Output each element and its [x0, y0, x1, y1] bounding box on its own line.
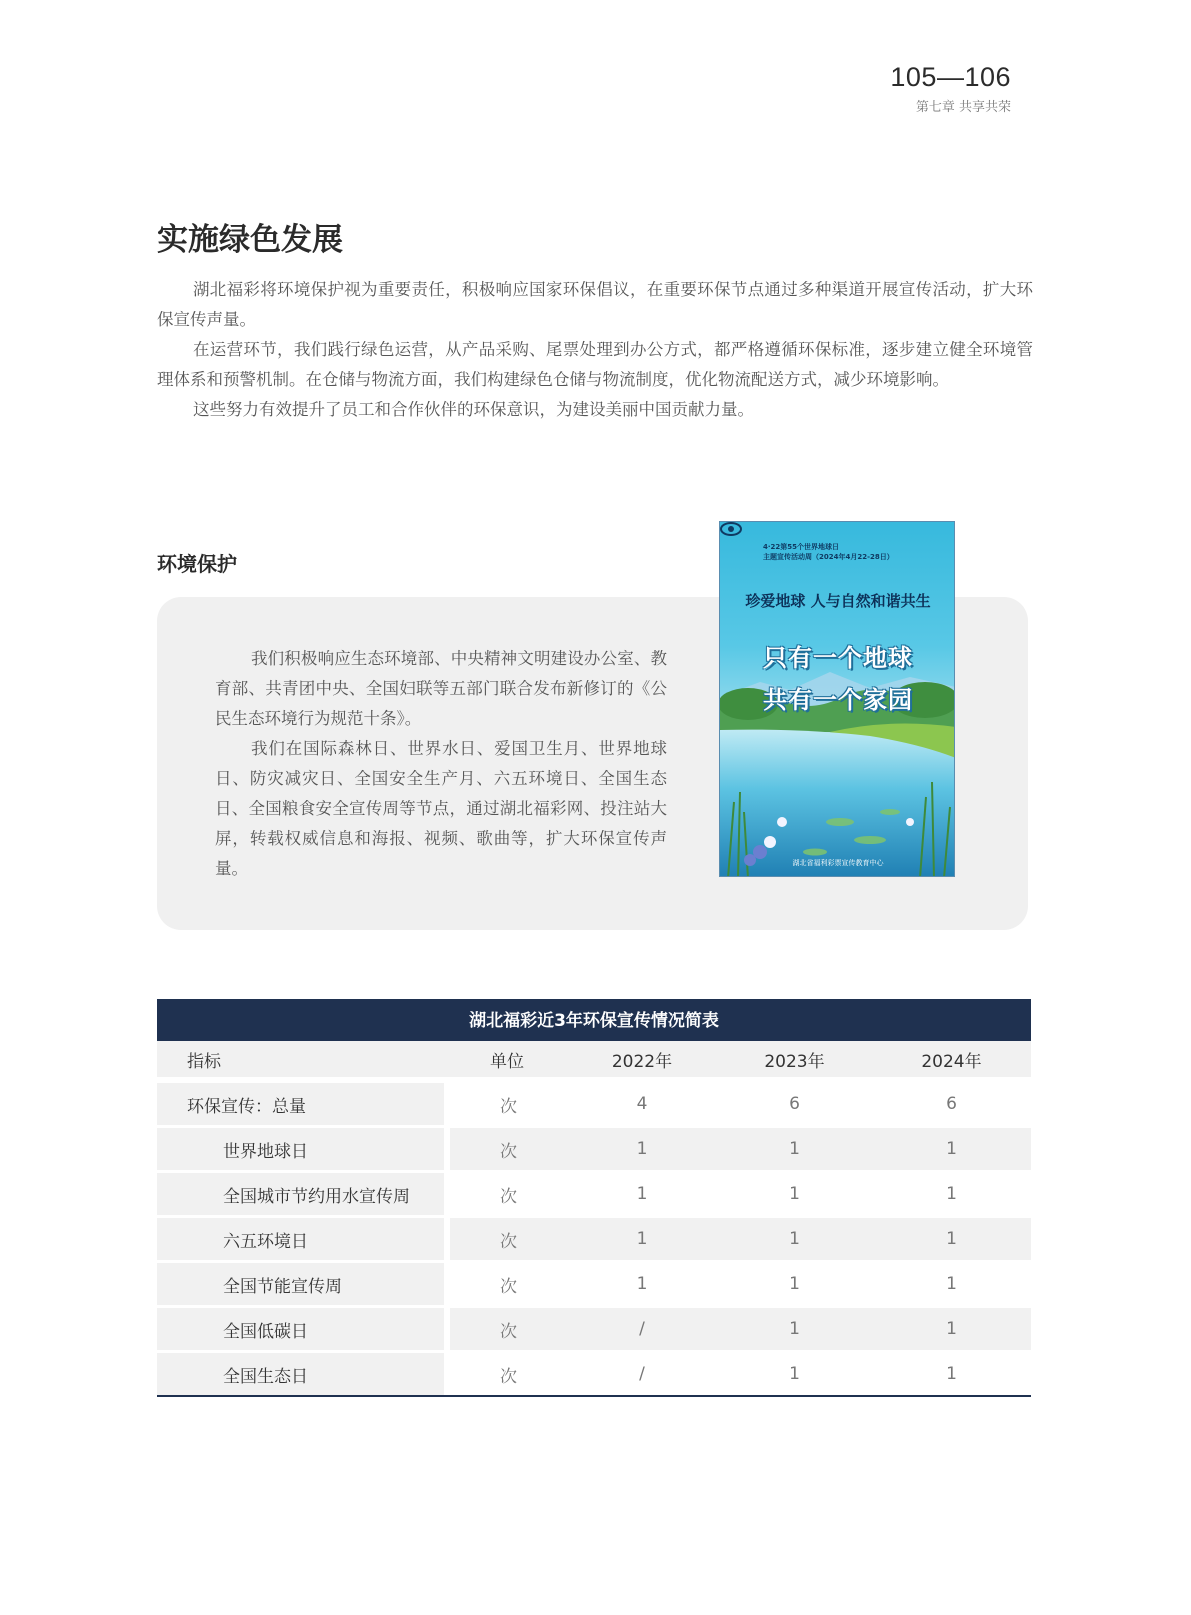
poster-headline-2: 共有一个家园 [763, 686, 913, 714]
subsection-title: 环境保护 [157, 552, 237, 576]
table-row [157, 1217, 1031, 1262]
cell-2022: / [567, 1352, 717, 1396]
cell-2023: 1 [717, 1262, 872, 1307]
table-row [157, 1262, 1031, 1307]
row-label: 世界地球日 [157, 1127, 447, 1172]
card-paragraph: 我们积极响应生态环境部、中央精神文明建设办公室、教育部、共青团中央、全国妇联等五部门联合发布新修订的《公民生态环境行为规范十条》。 [215, 649, 667, 728]
cell-2024: 6 [872, 1080, 1031, 1127]
cell-2022: 1 [567, 1127, 717, 1172]
card-paragraph: 我们在国际森林日、世界水日、爱国卫生月、世界地球日、防灾减灾日、全国安全生产月、六五环境日、全国生态日、全国粮食安全宣传周等节点，通过湖北福彩网、投注站大屏，转载权威信息和海报、视频、歌曲等，扩大环保宣传声量。 [215, 739, 667, 878]
cell-2023: 1 [717, 1127, 872, 1172]
poster-slogan: 珍爱地球 人与自然和谐共生 [745, 592, 931, 610]
row-label: 全国低碳日 [157, 1307, 447, 1352]
header-indicator: 指标 [157, 1041, 447, 1080]
header-unit: 单位 [447, 1041, 567, 1080]
table-row [157, 1307, 1031, 1352]
cell-unit: 次 [447, 1262, 567, 1307]
cell-unit: 次 [447, 1307, 567, 1352]
poster-event-line: 4·22第55个世界地球日 [763, 543, 840, 551]
summary-table [157, 999, 1031, 1397]
intro-text [157, 275, 1033, 425]
cell-2023: 6 [717, 1080, 872, 1127]
cell-2024: 1 [872, 1127, 1031, 1172]
poster-date-line: 主题宣传活动周（2024年4月22-28日） [763, 553, 894, 561]
table-bottom-rule [157, 1395, 1031, 1397]
section-title: 实施绿色发展 [157, 222, 343, 258]
table-row [157, 1080, 1031, 1127]
cell-2024: 1 [872, 1172, 1031, 1217]
row-label: 全国节能宣传周 [157, 1262, 447, 1307]
intro-paragraph: 这些努力有效提升了员工和合作伙伴的环保意识，为建设美丽中国贡献力量。 [193, 400, 754, 419]
poster-small-text [763, 542, 943, 562]
cell-2023: 1 [717, 1217, 872, 1262]
table-caption: 湖北福彩近3年环保宣传情况简表 [157, 999, 1031, 1041]
row-label: 六五环境日 [157, 1217, 447, 1262]
cell-2024: 1 [872, 1262, 1031, 1307]
cell-2023: 1 [717, 1352, 872, 1396]
cell-2024: 1 [872, 1352, 1031, 1396]
cell-2022: 1 [567, 1172, 717, 1217]
card-text [215, 644, 667, 884]
header-2023: 2023年 [717, 1041, 872, 1080]
cell-unit: 次 [447, 1217, 567, 1262]
chapter-label: 第七章 共享共荣 [915, 100, 1011, 115]
intro-paragraph: 在运营环节，我们践行绿色运营，从产品采购、尾票处理到办公方式，都严格遵循环保标准，逐步建立健全环境管理体系和预警机制。在仓储与物流方面，我们构建绿色仓储与物流制度，优化物流配送方式，减少环境影响。 [157, 340, 1033, 389]
cell-2022: 1 [567, 1217, 717, 1262]
table-row [157, 1172, 1031, 1217]
page-number: 105—106 [890, 62, 1011, 92]
poster-footer: 湖北省福利彩票宣传教育中心 [792, 859, 884, 867]
row-label: 环保宣传：总量 [157, 1080, 447, 1127]
table-row [157, 1127, 1031, 1172]
intro-paragraph: 湖北福彩将环境保护视为重要责任，积极响应国家环保倡议，在重要环保节点通过多种渠道开展宣传活动，扩大环保宣传声量。 [157, 280, 1033, 329]
header-2024: 2024年 [872, 1041, 1031, 1080]
cell-2022: / [567, 1307, 717, 1352]
table-row [157, 1352, 1031, 1396]
cell-2024: 1 [872, 1307, 1031, 1352]
earth-day-poster [719, 521, 955, 877]
cell-unit: 次 [447, 1127, 567, 1172]
poster-headline-1: 只有一个地球 [763, 644, 913, 672]
row-label: 全国城市节约用水宣传周 [157, 1172, 447, 1217]
cell-unit: 次 [447, 1080, 567, 1127]
cell-2022: 1 [567, 1262, 717, 1307]
cell-2023: 1 [717, 1172, 872, 1217]
header-2022: 2022年 [567, 1041, 717, 1080]
cell-unit: 次 [447, 1352, 567, 1396]
cell-2023: 1 [717, 1307, 872, 1352]
lottery-logo-icon [720, 522, 742, 536]
cell-2024: 1 [872, 1217, 1031, 1262]
table-grid [157, 1041, 1031, 1395]
table-header-row [157, 1041, 1031, 1080]
cell-2022: 4 [567, 1080, 717, 1127]
row-label: 全国生态日 [157, 1352, 447, 1396]
cell-unit: 次 [447, 1172, 567, 1217]
